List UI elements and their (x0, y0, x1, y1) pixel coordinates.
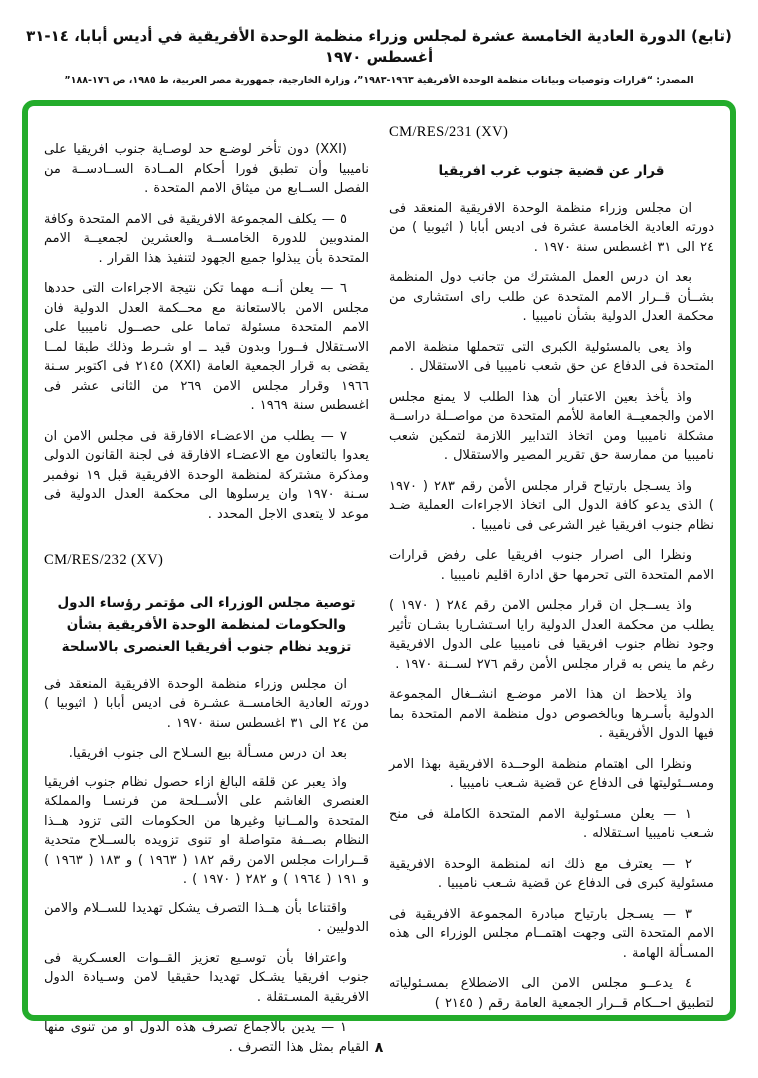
paragraph: واقتناعا بأن هــذا التصرف يشكل تهديدا للســلام والامن الدوليين . (44, 900, 369, 936)
right-column (389, 120, 714, 1011)
resolution-title-231: قرار عن قضية جنوب غرب افريقيا (438, 162, 665, 179)
paragraph: ٤ يدعــو مجلس الامن الى الاضطلاع بمسـئولياته لتطبيق احــكام قــرار الجمعية العامة رقم ( ٢١٤٥ ) (389, 976, 714, 1011)
paragraph: واذ يسـجل بارتياح قرار مجلس الأمن رقم ٢٨٣ ( ١٩٧٠ ) الذى يدعو كافة الدول الى اتخاذ الاجراءات العملية ضـد نظام جنوب افريقيا غير الشرعى فى ناميبيا . (389, 478, 714, 533)
title-line: توصية مجلس الوزراء الى مؤتمر رؤساء الدول (57, 594, 356, 611)
paragraph: ان مجلس وزراء منظمة الوحدة الافريقية المنعقد فى دورته العادية الخامسة عشرة فى اديس أبابا ( اثيوبيا ) من ٢٤ الى ٣١ اغسطس سنة ١٩٧٠ . (389, 200, 714, 255)
page-header (0, 0, 758, 86)
paragraph: (XXI) دون تأخر لوضـع حد لوصـاية جنوب افريقيا على ناميبيا وأن تطبق فورا أحكام المــادة الســادســة من الفصل الســابع من ميثاق الامم المتحدة . (44, 142, 369, 196)
resolution-id-231: CM/RES/231 (XV) (389, 124, 509, 140)
paragraph: ٢ — يعترف مع ذلك انه لمنظمة الوحدة الافريقية مسئولية كبرى فى الدفاع عن قضية شـعب ناميبيا . (389, 856, 714, 892)
paragraph: ٦ — يعلن أنــه مهما تكن نتيجة الاجراءات التى حددها مجلس الامن بالاستعانة مع محــكمة العدل الدولية فان الامم المتحدة مسئولة تماما على حصــول ناميبيا على الاسـتقلال فــورا وبدون قيد ــ او شـرط وذلك طبقا لمــا يقضى به قرار الجمعية العامة (XXI) ٢١٤٥ فى اكتوبر سـنة ١٩٦٦ وقرار مجلس الامن ٢٦٩ من الثانى عشر فى اغسطس سنة ١٩٦٩ . (44, 281, 369, 413)
session-title: (تابع) الدورة العادية الخامسة عشرة لمجلس وزراء منظمة الوحدة الأفريقية في أديس أبابا، ١٤-٣١ أغسطس ١٩٧٠ (26, 27, 732, 66)
paragraph: ان مجلس وزراء منظمة الوحدة الافريقية المنعقد فى دورته العادية الخامســة عشـرة فى اديس أبابا ( اثيوبيا ) من ٢٤ الى ٣١ اغسطس سنة ١٩٧٠ . (44, 676, 369, 731)
paragraph: واعترافا بأن توسـيع تعزيز القــوات العسـكرية فى جنوب افريقيا يشـكل تهديدا حقيقيا لامن وسـيادة الدول الافريقية المسـتقلة . (44, 950, 369, 1005)
paragraph: بعد ان درس مسـألة بيع السـلاح الى جنوب افريقيا. (68, 746, 347, 762)
paragraph: واذ يعبر عن قلقه البالغ ازاء حصول نظام جنوب افريقيا العنصرى الغاشم على الأســلحة من فرنسـا والمملكة المتحدة والمــانيا وغيرها من الحكومات التى تزود هــذا النظام بصــفة متواصلة او تنوى تزويده بالســلاح متحدية قــرارات مجلس الامن رقم ١٨٢ ( ١٩٦٣ ) و ١٨٣ ( ١٩٦٣ ) و ١٩١ ( ١٩٦٤ ) و ٢٨٢ ( ١٩٧٠ ) . (44, 774, 369, 888)
paragraph: ونظرا الى اصرار جنوب افريقيا على رفض قرارات الامم المتحدة التى تحرمها حق ادارة اقليم ناميبيا . (389, 548, 714, 583)
left-column (44, 120, 369, 1055)
source-citation: المصدر: “قرارات وتوصيات وبيانات منظمة الوحدة الأفريقية ١٩٦٣-١٩٨٣”، وزارة الخارجية، جمهورية مصر العربية، ط ١٩٨٥، ص ١٧٦-١٨٨” (64, 75, 694, 86)
paragraph: ٣ — يسـجل بارتياح مبادرة المجموعة الافريقية فى الامم المتحدة التى وجهت اهتمــام مجلس الوزراء الى هذه المسـألة الهامة . (389, 906, 714, 961)
paragraph: واذ يلاحظ ان هذا الامر موضـع انشــغال المجموعة الدولية بأسـرها وبالخصوص دول منظمة الامم المتحدة بما فيها الدول الأفريقية . (389, 687, 714, 742)
resolution-id-232: CM/RES/232 (XV) (44, 552, 164, 568)
page-number: ٨ (374, 1040, 384, 1056)
paragraph: ٧ — يطلب من الاعضـاء الافارقة فى مجلس الامن ان يعدوا بالتعاون مع الاعضـاء الافارقة فى لجنة القانون الدولى ومذكرة مشتركة لمنظمة الوحدة الافريقية قبل ١٩ نوفمبر سـنة ١٩٧٠ وان يرسلوها الى محكمة العدل الدولية فى موعد لا يتعدى الاجل المحدد . (44, 428, 369, 522)
two-column-layout (44, 120, 714, 1055)
resolution-title-232 (44, 592, 369, 659)
title-line: والحكومات لمنظمة الوحدة الأفريقية بشأن (66, 617, 347, 634)
paragraph: بعد ان درس العمل المشترك من جانب دول المنظمة بشــأن قــرار الامم المتحدة عن طلب راى استشارى من محكمة العدل الدولية بشأن ناميبيا . (389, 270, 714, 325)
paragraph: ونظرا الى اهتمام منظمة الوحــدة الافريقية بهذا الامر ومســئوليتها فى الدفاع عن قضية شـعب ناميبيا . (389, 756, 714, 792)
paragraph: واذ يعى بالمسئولية الكبرى التى تتحملها منظمة الامم المتحدة فى الدفاع عن حق شعب ناميبيا فى الاستقلال . (389, 339, 714, 375)
paragraph: ١ — يدين بالاجماع تصرف هذه الدول او من تنوى منها القيام بمثل هذا التصرف . (44, 1020, 369, 1055)
paragraph: ١ — يعلن مسـئولية الامم المتحدة الكاملة فى منح شـعب ناميبيا اسـتقلاله . (389, 806, 714, 842)
paragraph: واذ يأخذ بعين الاعتبار أن هذا الطلب لا يمنع مجلس الامن والجمعيــة العامة للأمم المتحدة من مواصــلة دراســة مشكلة ناميبيا ومن اتخاذ التدابير اللازمة لتمكين شعب ناميبيا من ممارسة حق تقرير المصير والاستقلال . (389, 389, 714, 464)
paragraph: واذ يســجل ان قرار مجلس الامن رقم ٢٨٤ ( ١٩٧٠ ) يطلب من محكمة العدل الدولية رايا اسـتشـاريا بشـان تأثير وجود نظام جنوب افريقيا فى ناميبيا على الدول الافريقية رغم ما ينص به قرار مجلس الأمن رقم ٢٧٦ لســنة ١٩٧٠ . (389, 598, 714, 672)
paragraph: ٥ — يكلف المجموعة الافريقية فى الامم المتحدة وكافة المندوبين للدورة الخامســة والعشرين لجمعيــة الامم المتحدة بأن يبذلوا جميع الجهود لتنفيذ هذا القرار . (44, 211, 369, 266)
title-line: تزويد نظام جنوب أفريقيا العنصرى بالاسلحة (61, 639, 352, 656)
content-border-box (22, 100, 736, 1055)
